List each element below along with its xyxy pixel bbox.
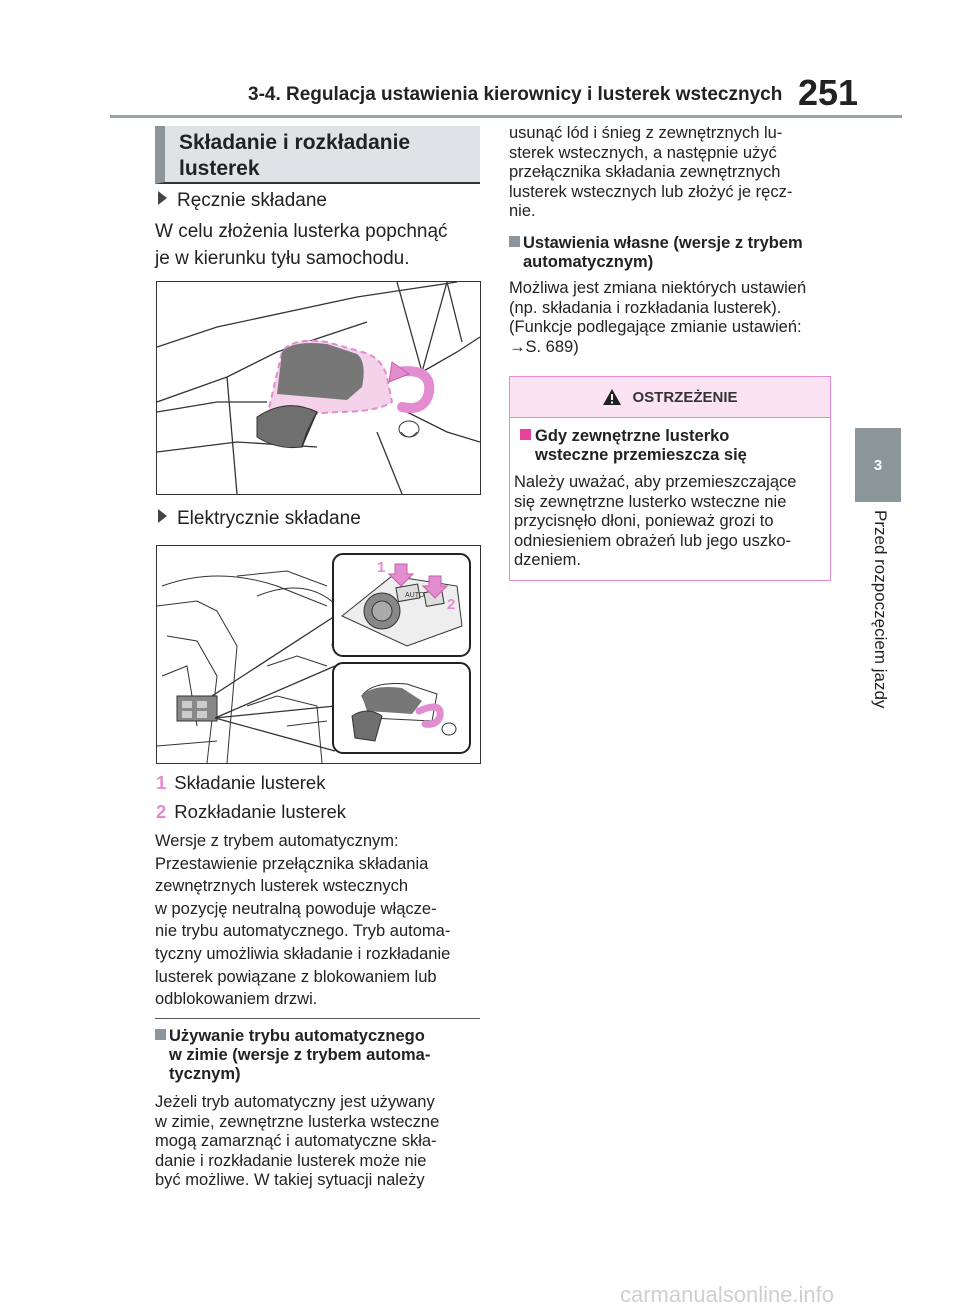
- manual-line: W celu złożenia lusterka popchnąć: [155, 221, 448, 242]
- winter-heading: [155, 1027, 430, 1084]
- section-divider: [155, 1018, 480, 1019]
- text-line: sterek wstecznych, a następnie użyć: [509, 143, 777, 162]
- heading-line: w zimie (wersje z trybem automa-: [169, 1046, 431, 1064]
- warning-title: OSTRZEŻENIE: [632, 388, 738, 406]
- header-rule: [110, 115, 902, 118]
- text-line: (Funkcje podlegające zmianie ustawień:: [509, 318, 802, 336]
- text-line: tyczny umożliwia składanie i rozkładanie: [155, 944, 451, 963]
- text-line: zewnętrznych lusterek wstecznych: [155, 877, 409, 896]
- manual-line: je w kierunku tyłu samochodu.: [155, 248, 410, 269]
- square-bullet-icon: [520, 429, 531, 440]
- text-line: lusterek wstecznych lub złożyć je ręcz-: [509, 182, 793, 201]
- heading-line: tycznym): [169, 1065, 241, 1083]
- legend-number: 1: [156, 772, 167, 793]
- warning-heading: [520, 427, 747, 465]
- auto-switch-label: AUTO: [405, 592, 425, 599]
- heading-line: Ustawienia własne (wersje z trybem: [509, 234, 803, 253]
- chapter-tab: 3: [855, 428, 901, 502]
- bullet-electric-text: Elektrycznie składane: [177, 508, 361, 529]
- text-line: lusterek powiązane z blokowaniem lub: [155, 967, 437, 986]
- triangle-bullet-icon: [158, 191, 167, 205]
- mirror-manual-illustration: [157, 282, 480, 494]
- page-number: 251: [798, 72, 859, 113]
- manual-paragraph: [155, 218, 448, 272]
- legend-item: [156, 768, 346, 797]
- heading-line: Gdy zewnętrzne lusterko: [520, 427, 747, 446]
- running-header: 3-4. Regulacja ustawienia kierownicy i lusterek wstecznych: [248, 84, 783, 105]
- custom-settings-paragraph: [509, 279, 806, 357]
- text-line: (np. składania i rozkładania lusterek).: [509, 298, 782, 317]
- text-line: nie trybu automatycznego. Tryb automa-: [155, 922, 451, 941]
- figure-legend: [156, 768, 346, 826]
- callout-1: 1: [377, 559, 386, 576]
- text-line: Przestawienie przełącznika składania: [155, 854, 429, 873]
- continued-paragraph: [509, 124, 792, 222]
- warning-header: [510, 377, 830, 418]
- chapter-label: Przed rozpoczęciem jazdy: [871, 510, 890, 709]
- text-line: →S. 689): [509, 337, 579, 356]
- text-line: w zimie, zewnętrzne lusterka wsteczne: [155, 1112, 440, 1131]
- legend-item: [156, 797, 346, 826]
- mirror-switch-illustration: [157, 546, 480, 763]
- section-heading: [155, 126, 480, 184]
- heading-line: automatycznym): [523, 253, 654, 271]
- text-line: mogą zamarznąć i automatyczne skła-: [155, 1132, 437, 1150]
- text-line: Wersje z trybem automatycznym:: [155, 832, 399, 850]
- heading-line: wsteczne przemieszcza się: [535, 446, 747, 464]
- auto-mode-paragraph: [155, 830, 450, 1011]
- bullet-manual-text: Ręcznie składane: [177, 190, 327, 211]
- winter-paragraph: [155, 1093, 439, 1191]
- text-line: Jeżeli tryb automatyczny jest używany: [155, 1093, 435, 1111]
- text-line: nie.: [509, 202, 536, 220]
- figure-electric-fold: [156, 545, 481, 764]
- warning-text: [514, 473, 796, 571]
- figure-manual-fold: [156, 281, 481, 495]
- bullet-manual: [158, 190, 327, 212]
- text-line: być możliwe. W takiej sytuacji należy: [155, 1171, 425, 1189]
- warning-triangle-icon: [602, 388, 622, 406]
- text-line: przełącznika składania zewnętrznych: [509, 163, 781, 181]
- text-line: w pozycję neutralną powoduje włącze-: [155, 899, 437, 918]
- text-line: Możliwa jest zmiana niektórych ustawień: [509, 279, 807, 297]
- warning-box: [509, 376, 831, 581]
- triangle-bullet-icon: [158, 509, 167, 523]
- section-heading-line-2: lusterek: [179, 157, 260, 180]
- text-line: danie i rozkładanie lusterek może nie: [155, 1151, 427, 1170]
- legend-number: 2: [156, 801, 167, 822]
- watermark: carmanualsonline.info: [620, 1282, 835, 1307]
- legend-text: Składanie lusterek: [174, 772, 326, 793]
- text-line: się zewnętrzne lusterko wsteczne nie: [514, 492, 787, 511]
- text-line: usunąć lód i śnieg z zewnętrznych lu-: [509, 124, 783, 142]
- square-bullet-icon: [155, 1029, 166, 1040]
- text-line: dzeniem.: [514, 551, 581, 569]
- text-line: odniesieniem obrażeń lub jego uszko-: [514, 531, 792, 550]
- text-line: Należy uważać, aby przemieszczające: [514, 473, 797, 491]
- heading-line: Używanie trybu automatycznego: [155, 1027, 430, 1046]
- text-line: odblokowaniem drzwi.: [155, 990, 318, 1009]
- custom-settings-heading: [509, 234, 803, 272]
- section-heading-line-1: Składanie i rozkładanie: [179, 131, 411, 154]
- text-line: przycisnęło dłoni, ponieważ grozi to: [514, 512, 774, 530]
- square-bullet-icon: [509, 236, 520, 247]
- legend-text: Rozkładanie lusterek: [174, 801, 347, 822]
- bullet-electric: [158, 508, 361, 530]
- callout-2: 2: [447, 596, 456, 613]
